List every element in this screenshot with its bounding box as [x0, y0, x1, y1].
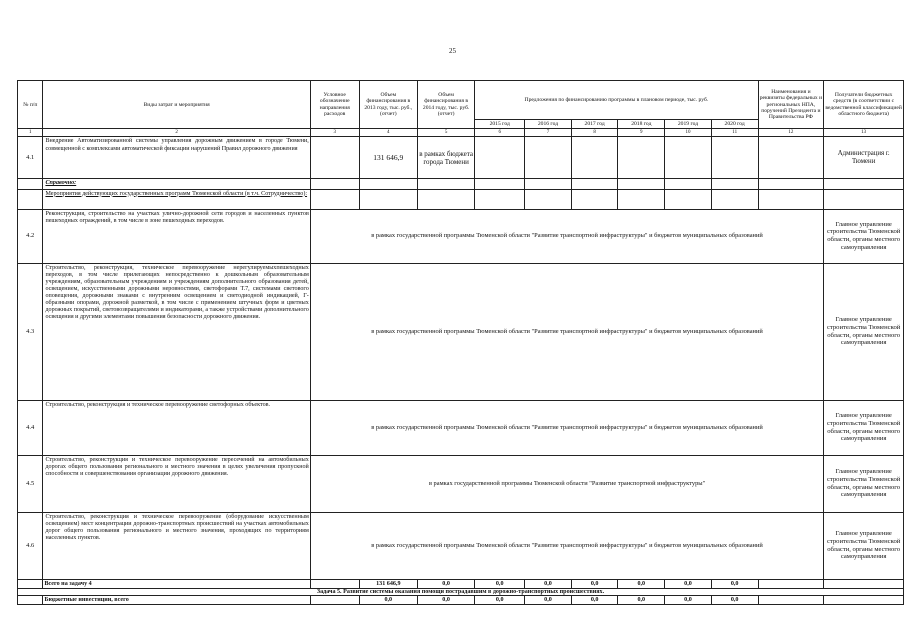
column-numbers-row [18, 129, 904, 137]
table-row-reference [18, 179, 904, 189]
budget-year: 0,0 [475, 595, 525, 604]
budget-year: 0,0 [618, 595, 665, 604]
empty-cell [665, 179, 712, 189]
table-row-task-5 [18, 588, 904, 595]
row-recipient: Главное управление строительства Тюменской области, органы местного самоуправления [824, 263, 904, 400]
empty-cell [475, 137, 525, 179]
empty-cell [758, 179, 824, 189]
total-year: 0,0 [525, 579, 572, 588]
col-number: 5 [417, 129, 474, 137]
events-label: Мероприятия действующих государственных программ Тюменской области (в т.ч. Сотрудничество): [43, 189, 310, 209]
col-number: 12 [758, 129, 824, 137]
header-year: 2015 год [475, 120, 525, 129]
empty-cell [18, 179, 43, 189]
row-program: в рамках государственной программы Тюменской области "Развитие транспортной инфраструктуры" и бюджетов муниципальных образований [310, 263, 823, 400]
total-year: 0,0 [711, 579, 758, 588]
col-number: 9 [618, 129, 665, 137]
table-row-4-5 [18, 455, 904, 512]
budget-year: 0,0 [525, 595, 572, 604]
empty-cell [758, 595, 824, 604]
table-row-4-4 [18, 400, 904, 455]
total-year: 0,0 [618, 579, 665, 588]
table-row-4-1 [18, 137, 904, 179]
total-vol2013: 131 646,9 [359, 579, 417, 588]
empty-cell [18, 579, 43, 588]
row-description: Реконструкция, строительство на участках улично-дорожной сети городов и населенных пунктов пешеходных ограждений, в том числе в зоне пешеходных переходов. [43, 209, 310, 263]
header-year: 2017 год [571, 120, 618, 129]
empty-cell [475, 179, 525, 189]
row-number: 4.6 [18, 512, 43, 579]
table-row-events [18, 189, 904, 209]
header-year: 2016 год [525, 120, 572, 129]
empty-cell [18, 595, 43, 604]
table-row-total-4 [18, 579, 904, 588]
row-number: 4.2 [18, 209, 43, 263]
empty-cell [758, 579, 824, 588]
empty-cell [525, 189, 572, 209]
row-vol2013: 131 646,9 [359, 137, 417, 179]
empty-cell [618, 137, 665, 179]
header-names: Наименования и реквизиты федеральных и региональных НПА, поручений Президента и Правительства РФ [758, 81, 824, 129]
row-description: Внедрение Автоматизированной системы управления дорожным движением в городе Тюмени, совмещенной с комплексами автоматической фиксации нарушений Правил дорожного движения [43, 137, 310, 179]
budget-year: 0,0 [665, 595, 712, 604]
col-number: 6 [475, 129, 525, 137]
row-recipient: Главное управление строительства Тюменской области, органы местного самоуправления [824, 209, 904, 263]
budget-year: 0,0 [711, 595, 758, 604]
header-proposals: Предложения по финансированию программы в плановом периоде, тыс. руб. [475, 81, 758, 120]
row-description: Строительство, реконструкция и техническое перевооружение светофорных объектов. [43, 400, 310, 455]
empty-cell [310, 189, 359, 209]
row-number: 4.3 [18, 263, 43, 400]
table-row-4-2 [18, 209, 904, 263]
empty-cell [18, 189, 43, 209]
table-row-4-3 [18, 263, 904, 400]
header-year: 2020 год [711, 120, 758, 129]
empty-cell [665, 189, 712, 209]
col-number: 11 [711, 129, 758, 137]
empty-cell [618, 189, 665, 209]
empty-cell [711, 189, 758, 209]
empty-cell [310, 179, 359, 189]
empty-cell [824, 595, 904, 604]
empty-cell [525, 137, 572, 179]
row-recipient: Главное управление строительства Тюменской области, органы местного самоуправления [824, 455, 904, 512]
empty-cell [359, 189, 417, 209]
header-num: № п/п [18, 81, 43, 129]
row-recipient: Главное управление строительства Тюменской области, органы местного самоуправления [824, 512, 904, 579]
reference-label: Справочно: [43, 179, 310, 189]
row-program: в рамках государственной программы Тюменской области "Развитие транспортной инфраструктуры" [310, 455, 823, 512]
empty-cell [525, 179, 572, 189]
total-year: 0,0 [571, 579, 618, 588]
row-vol2014: в рамках бюджета города Тюмени [417, 137, 474, 179]
row-description: Строительство, реконструкция и техническое перевооружение пересечений на автомобильных дорогах общего пользования регионального и местного значения в целях увеличения пропускной способности и совершенствования организации дорожного движения. [43, 455, 310, 512]
row-program: в рамках государственной программы Тюменской области "Развитие транспортной инфраструктуры" и бюджетов муниципальных образований [310, 512, 823, 579]
col-number: 3 [310, 129, 359, 137]
empty-cell [824, 179, 904, 189]
row-description: Строительство, реконструкция, техническое перевооружение нерегулируемыхпешеходных переходов, в том числе прилегающих непосредственно к дошкольным образовательным учреждениям, образовательным учреждениям и учреждениям дополнительного образования детей, освещением, искусственными дорожными неровностями, светофорами Т.7, системами светового оповещения, дорожными знаками с внутренним освещением и светодиодной индикацией, Г-образными опорами, дорожной разметкой, в том числе с применением штучных форм и цветных дорожных покрытий, световозвращателями и индикаторами, а также устройствами дополнительного освещения и другими элементами повышения безопасности дорожного движения. [43, 263, 310, 400]
total-vol2014: 0,0 [417, 579, 474, 588]
col-number: 10 [665, 129, 712, 137]
row-number: 4.1 [18, 137, 43, 179]
row-program: в рамках государственной программы Тюменской области "Развитие транспортной инфраструктуры" и бюджетов муниципальных образований [310, 209, 823, 263]
col-number: 13 [824, 129, 904, 137]
budget-table [17, 80, 904, 605]
col-number: 1 [18, 129, 43, 137]
empty-cell [824, 189, 904, 209]
header-row [18, 81, 904, 120]
header-kinds: Виды затрат и мероприятия [43, 81, 310, 129]
header-recipients: Получатели бюджетных средств (в соответствии с ведомственной классификацией областного бюджета) [824, 81, 904, 129]
col-number: 2 [43, 129, 310, 137]
empty-cell [417, 179, 474, 189]
header-vol2014: Объем финансирования в 2014 году, тыс. руб. (отчет) [417, 81, 474, 129]
empty-cell [571, 137, 618, 179]
empty-cell [665, 137, 712, 179]
budget-vol2013: 0,0 [359, 595, 417, 604]
header-conditional: Условное обозначение направления расходов [310, 81, 359, 129]
row-recipient: Администрация г. Тюмени [824, 137, 904, 179]
total-year: 0,0 [665, 579, 712, 588]
empty-cell [310, 579, 359, 588]
empty-cell [359, 179, 417, 189]
empty-cell [310, 137, 359, 179]
row-program: в рамках государственной программы Тюменской области "Развитие транспортной инфраструктуры" и бюджетов муниципальных образований [310, 400, 823, 455]
empty-cell [618, 179, 665, 189]
empty-cell [758, 189, 824, 209]
table-row-4-6 [18, 512, 904, 579]
empty-cell [310, 595, 359, 604]
empty-cell [475, 189, 525, 209]
row-recipient: Главное управление строительства Тюменской области, органы местного самоуправления [824, 400, 904, 455]
header-year: 2019 год [665, 120, 712, 129]
empty-cell [417, 189, 474, 209]
col-number: 7 [525, 129, 572, 137]
total-label: Всего на задачу 4 [43, 579, 310, 588]
empty-cell [711, 137, 758, 179]
empty-cell [824, 579, 904, 588]
budget-year: 0,0 [571, 595, 618, 604]
row-number: 4.5 [18, 455, 43, 512]
header-year: 2018 год [618, 120, 665, 129]
budget-vol2014: 0,0 [417, 595, 474, 604]
empty-cell [758, 137, 824, 179]
row-description: Строительство, реконструкция и техническое перевооружение (оборудование искусственным освещением) мест концентрации дорожно-транспортных происшествий на участках автомобильных дорог общего пользования регионального и местного значения, проходящих по территориям населенных пунктов. [43, 512, 310, 579]
empty-cell [571, 179, 618, 189]
task-5-heading: Задача 5. Развитие системы оказания помощи пострадавшим в дорожно-транспортных происшествиях. [18, 588, 904, 595]
page-number: 25 [449, 47, 456, 55]
col-number: 8 [571, 129, 618, 137]
empty-cell [571, 189, 618, 209]
budget-label: Бюджетные инвестиции, всего [43, 595, 310, 604]
empty-cell [711, 179, 758, 189]
header-vol2013: Объем финансирования в 2013 году, тыс. руб., (отчет) [359, 81, 417, 129]
total-year: 0,0 [475, 579, 525, 588]
table-row-budget [18, 595, 904, 604]
row-number: 4.4 [18, 400, 43, 455]
col-number: 4 [359, 129, 417, 137]
